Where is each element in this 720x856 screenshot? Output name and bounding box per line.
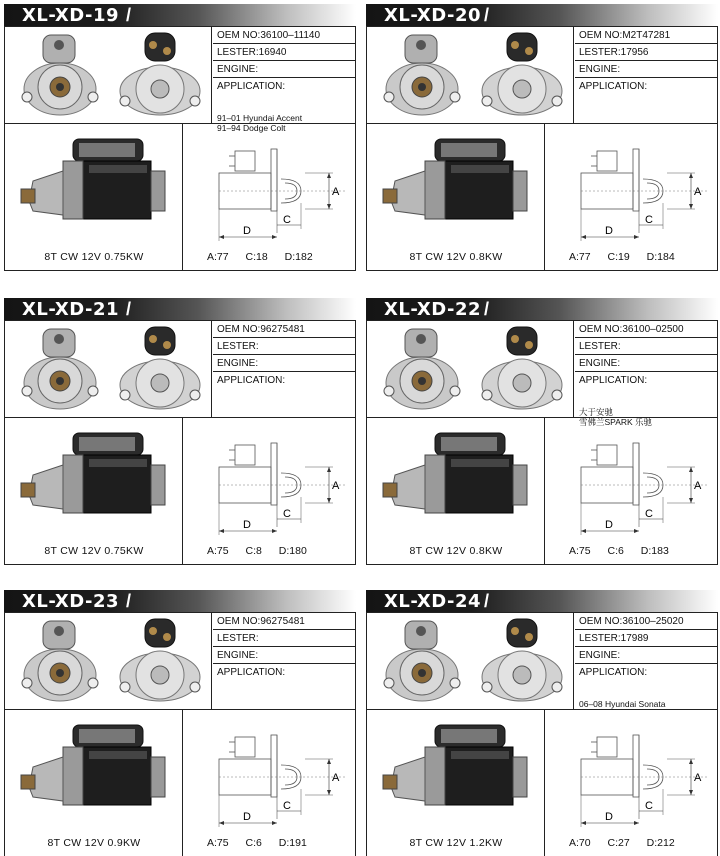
model-number: XL-XD-24 [384,591,482,612]
starter-rear-photo [115,617,205,705]
dim-c: C:18 [245,251,268,263]
card-header [366,298,718,320]
lester-number: LESTER: [213,338,356,355]
card-header [4,4,356,26]
photo-spec-divider [573,613,574,709]
oem-number: OEM NO:36100–25020 [575,613,718,630]
starter-rear-photo [477,325,567,413]
section-divider [5,709,355,710]
product-card [4,4,356,271]
dim-c: C:19 [607,251,630,263]
lester-number: LESTER: [213,630,356,647]
card-frame [366,612,718,856]
application-field: APPLICATION: [579,81,648,92]
dim-d: D:183 [640,545,669,557]
application-item: 91–01 Hyundai Accent [217,113,303,123]
dim-a: A:70 [569,837,591,849]
diagram-label-d: D [243,519,251,531]
photo-diagram-divider [182,123,183,270]
photo-spec-divider [573,27,574,123]
application-field: APPLICATION: [217,375,286,386]
dimension-diagram [567,731,713,835]
electrical-spec: 8T CW 12V 1.2KW [409,837,503,849]
starter-rear-photo [115,31,205,119]
diagram-label-a: A [332,772,340,784]
model-number: XL-XD-20 [384,5,482,26]
dim-a: A:77 [569,251,591,263]
product-card [366,590,718,856]
starter-side-photo [19,131,175,241]
dim-a: A:75 [207,545,229,557]
diagram-label-d: D [605,811,613,823]
starter-rear-photo [477,617,567,705]
diagram-label-a: A [694,480,702,492]
lester-number: LESTER:17956 [575,44,718,61]
application-item: 91–94 Dodge Colt [217,123,286,133]
application-field: APPLICATION: [217,667,286,678]
diagram-label-a: A [332,186,340,198]
dim-d: D:182 [284,251,313,263]
dim-d: D:184 [646,251,675,263]
engine-field: ENGINE: [213,647,356,664]
engine-field: ENGINE: [575,61,718,78]
card-header [4,298,356,320]
dim-c: C:27 [607,837,630,849]
card-header [4,590,356,612]
engine-field: ENGINE: [213,61,356,78]
photo-diagram-divider [544,417,545,564]
application-item: 大于安驰 [579,407,614,417]
product-card [366,4,718,271]
starter-rear-photo [115,325,205,413]
dimension-values [183,545,357,557]
photo-diagram-divider [182,417,183,564]
photo-spec-divider [573,321,574,417]
section-divider [5,123,355,124]
dim-c: C:6 [607,545,624,557]
oem-number: OEM NO:96275481 [213,321,356,338]
lester-number: LESTER:17989 [575,630,718,647]
product-card [4,590,356,856]
card-frame [4,26,356,271]
section-divider [5,417,355,418]
model-number: XL-XD-23 [22,591,120,612]
starter-side-photo [381,425,537,535]
diagram-label-d: D [243,811,251,823]
dimension-diagram [205,731,351,835]
lester-number: LESTER: [575,338,718,355]
dimension-values [183,837,357,849]
card-frame [4,320,356,565]
diagram-label-a: A [332,480,340,492]
dimension-diagram [567,145,713,249]
oem-number: OEM NO:M2T47281 [575,27,718,44]
application-item: 雪佛兰SPARK 乐驰 [579,417,653,427]
dim-c: C:8 [245,545,262,557]
card-header [366,590,718,612]
dimension-values [545,251,719,263]
starter-front-photo [381,325,463,413]
product-card [4,298,356,565]
application-list [217,113,302,133]
starter-front-photo [19,325,101,413]
header-slash: / [484,591,490,611]
model-number: XL-XD-19 [22,5,120,26]
starter-side-photo [381,131,537,241]
dim-a: A:77 [207,251,229,263]
starter-side-photo [381,717,537,827]
diagram-label-c: C [645,508,653,520]
diagram-label-c: C [283,214,291,226]
diagram-label-d: D [605,225,613,237]
card-frame [366,26,718,271]
diagram-label-d: D [243,225,251,237]
section-divider [367,123,717,124]
header-slash: / [126,299,132,319]
card-frame [4,612,356,856]
dim-c: C:6 [245,837,262,849]
photo-spec-divider [211,321,212,417]
dim-a: A:75 [569,545,591,557]
lester-number: LESTER:16940 [213,44,356,61]
header-slash: / [126,591,132,611]
dimension-diagram [205,439,351,543]
model-number: XL-XD-22 [384,299,482,320]
photo-diagram-divider [544,123,545,270]
engine-field: ENGINE: [575,647,718,664]
engine-field: ENGINE: [575,355,718,372]
oem-number: OEM NO:96275481 [213,613,356,630]
starter-side-photo [19,717,175,827]
dimension-diagram [205,145,351,249]
diagram-label-c: C [645,214,653,226]
starter-rear-photo [477,31,567,119]
engine-field: ENGINE: [213,355,356,372]
electrical-spec: 8T CW 12V 0.8KW [409,251,503,263]
oem-number: OEM NO:36100–02500 [575,321,718,338]
dimension-diagram [567,439,713,543]
starter-side-photo [19,425,175,535]
electrical-spec: 8T CW 12V 0.8KW [409,545,503,557]
model-number: XL-XD-21 [22,299,120,320]
photo-spec-divider [211,27,212,123]
application-field: APPLICATION: [579,667,648,678]
application-item: 06–08 Hyundai Sonata [579,699,666,709]
electrical-spec: 8T CW 12V 0.9KW [47,837,141,849]
dim-d: D:191 [278,837,307,849]
application-list [579,407,652,427]
dim-d: D:212 [646,837,675,849]
oem-number: OEM NO:36100–11140 [213,27,356,44]
diagram-label-c: C [283,508,291,520]
diagram-label-c: C [283,800,291,812]
section-divider [367,417,717,418]
photo-spec-divider [211,613,212,709]
electrical-spec: 8T CW 12V 0.75KW [44,545,144,557]
starter-front-photo [19,31,101,119]
card-frame [366,320,718,565]
dimension-values [545,545,719,557]
dim-a: A:75 [207,837,229,849]
dimension-values [545,837,719,849]
diagram-label-d: D [605,519,613,531]
dim-d: D:180 [278,545,307,557]
starter-front-photo [19,617,101,705]
dimension-values [183,251,357,263]
section-divider [367,709,717,710]
diagram-label-c: C [645,800,653,812]
photo-diagram-divider [182,709,183,856]
application-field: APPLICATION: [217,81,286,92]
starter-front-photo [381,31,463,119]
starter-front-photo [381,617,463,705]
application-field: APPLICATION: [579,375,648,386]
header-slash: / [126,5,132,25]
header-slash: / [484,5,490,25]
header-slash: / [484,299,490,319]
electrical-spec: 8T CW 12V 0.75KW [44,251,144,263]
diagram-label-a: A [694,186,702,198]
application-list [579,699,666,709]
diagram-label-a: A [694,772,702,784]
photo-diagram-divider [544,709,545,856]
card-header [366,4,718,26]
product-card [366,298,718,565]
